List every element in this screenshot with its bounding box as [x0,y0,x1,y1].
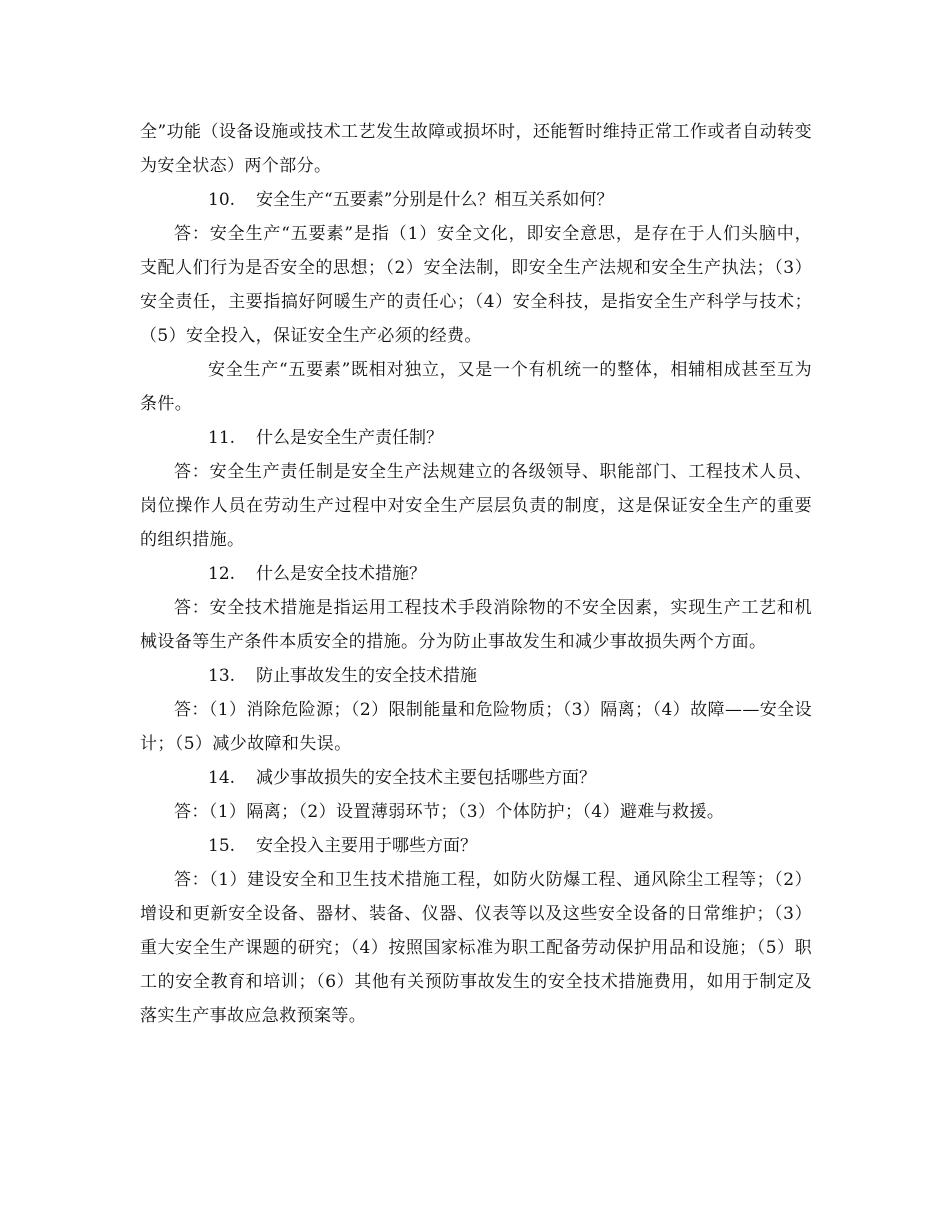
question-heading [140,183,812,217]
question-text: 什么是安全技术措施？ [256,564,426,584]
question-number: 10. [208,190,236,210]
answer-paragraph: 答：（1）隔离；（2）设置薄弱环节；（3）个体防护；（4）避难与救援。 [174,802,725,822]
document-body [140,115,812,1033]
answer-paragraph: 答：（1）消除危险源；（2）限制能量和危险物质；（3）隔离；（4）故障——安全设计；（5）减少故障和失误。 [140,700,812,754]
answer-paragraph: 答：安全生产“五要素”是指（1）安全文化，即安全意思，是存在于人们头脑中，支配人们行为是否安全的思想；（2）安全法制，即安全生产法规和安全生产执法；（3）安全责任，主要指搞好阿暖生产的责任心；（4）安全科技，是指安全生产科学与技术；（5）安全投入，保证安全生产必须的经费。 [140,224,812,346]
question-heading [140,659,812,693]
question-text: 安全投入主要用于哪些方面？ [256,836,477,856]
question-text: 安全生产“五要素”分别是什么？相互关系如何？ [256,190,614,210]
question-number: 11. [208,428,236,448]
answer-paragraph: 答：安全生产责任制是安全生产法规建立的各级领导、职能部门、工程技术人员、岗位操作人员在劳动生产过程中对安全生产层层负责的制度，这是保证安全生产的重要的组织措施。 [140,462,812,550]
answer-paragraph: 答：（1）建设安全和卫生技术措施工程，如防火防爆工程、通风除尘工程等；（2）增设和更新安全设备、器材、装备、仪器、仪表等以及这些安全设备的日常维护；（3）重大安全生产课题的研究；（4）按照国家标准为职工配备劳动保护用品和设施；（5）职工的安全教育和培训；（6）其他有关预防事故发生的安全技术措施费用，如用于制定及落实生产事故应急救预案等。 [140,870,812,1026]
question-number: 15. [208,836,236,856]
question-text: 减少事故损失的安全技术主要包括哪些方面？ [256,768,596,788]
question-heading [140,829,812,863]
question-heading [140,761,812,795]
answer-paragraph: 答：安全技术措施是指运用工程技术手段消除物的不安全因素，实现生产工艺和机械设备等生产条件本质安全的措施。分为防止事故发生和减少事故损失两个方面。 [140,598,812,652]
question-heading [140,421,812,455]
question-number: 12. [208,564,236,584]
answer-extra-paragraph: 安全生产“五要素”既相对独立，又是一个有机统一的整体，相辅相成甚至互为条件。 [140,360,812,414]
question-text: 防止事故发生的安全技术措施 [256,666,477,686]
question-text: 什么是安全生产责任制？ [256,428,443,448]
question-heading [140,557,812,591]
question-number: 14. [208,768,236,788]
question-number: 13. [208,666,236,686]
continuation-paragraph: 全”功能（设备设施或技术工艺发生故障或损坏时，还能暂时维持正常工作或者自动转变为安全状态）两个部分。 [140,122,812,176]
